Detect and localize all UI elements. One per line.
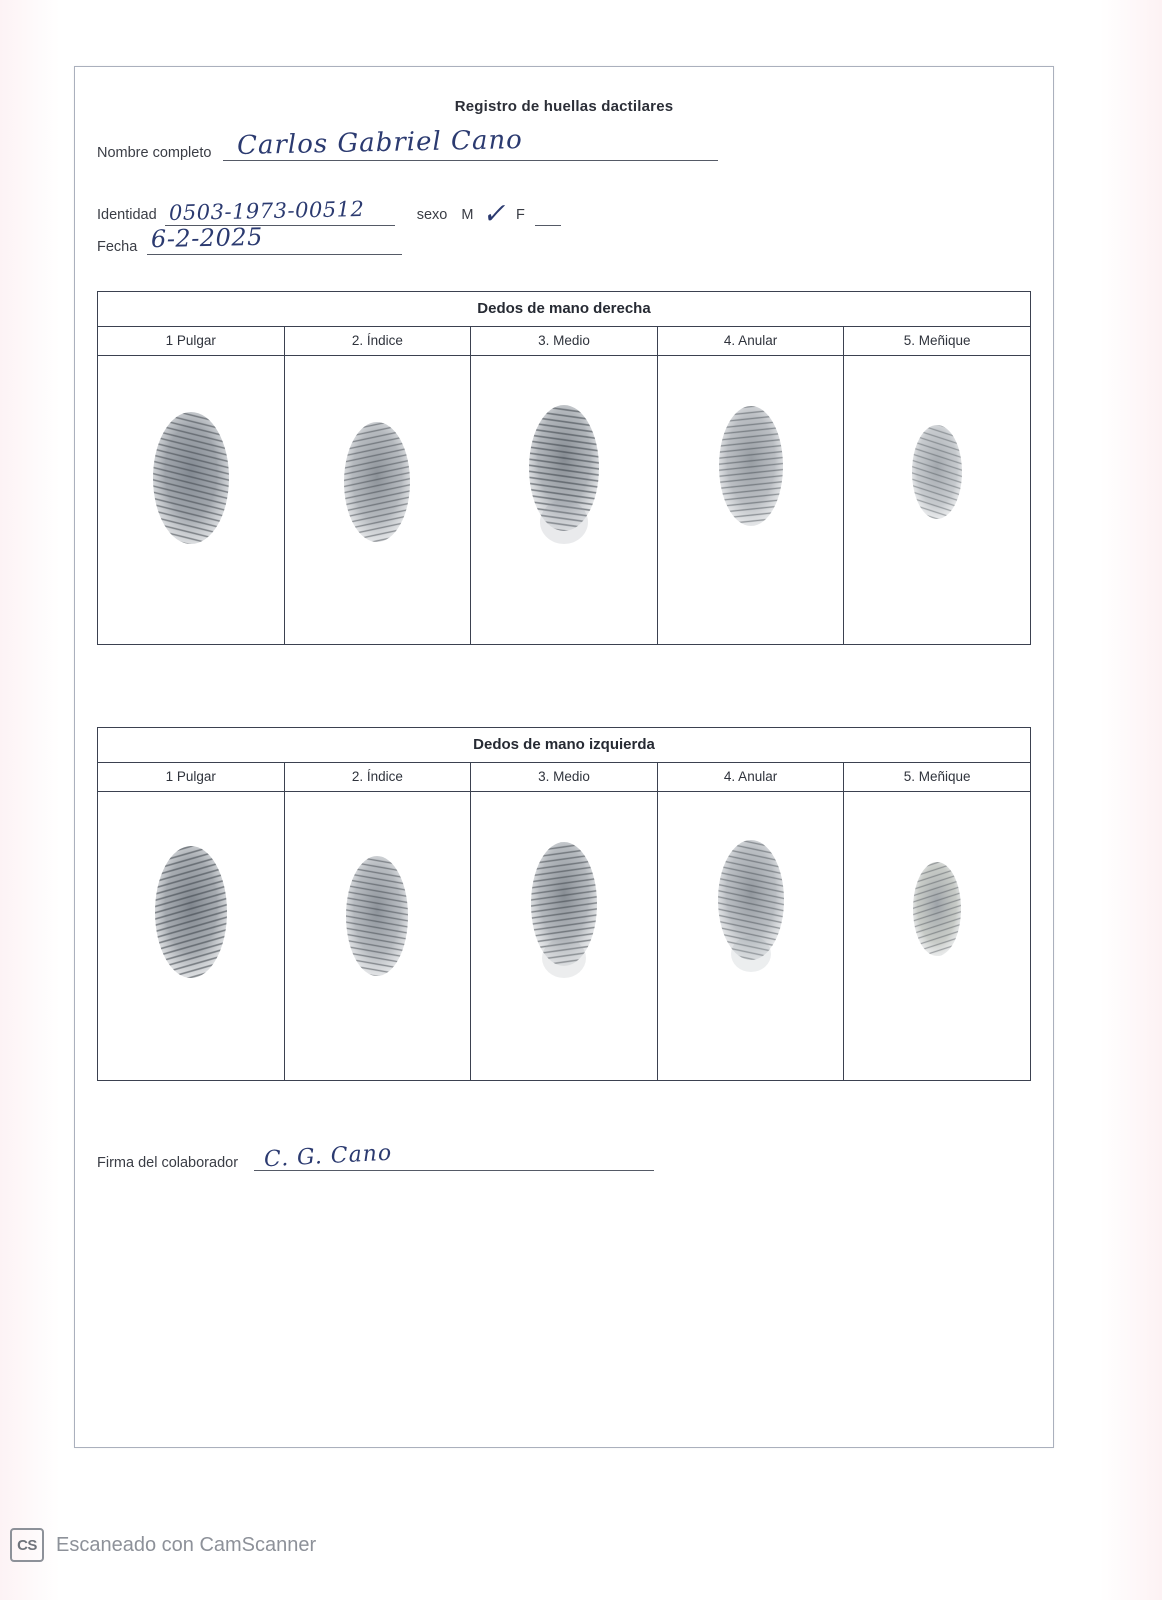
right-finger-label-3: 3. Medio <box>471 327 658 355</box>
field-date <box>97 222 402 255</box>
right-finger-label-4: 4. Anular <box>658 327 845 355</box>
left-finger-label-1: 1 Pulgar <box>98 763 285 791</box>
left-hand-print-cells <box>98 792 1030 1080</box>
page-title: Registro de huellas dactilares <box>454 98 674 115</box>
left-hand-table <box>97 727 1031 1081</box>
left-finger-label-2: 2. Índice <box>285 763 472 791</box>
field-sex-male-option: M <box>461 207 474 223</box>
right-print-cell-3 <box>471 356 658 644</box>
field-name-value: Carlos Gabriel Cano <box>237 125 524 161</box>
left-print-cell-4 <box>658 792 845 1080</box>
field-name <box>97 125 718 161</box>
left-finger-label-5: 5. Meñique <box>903 769 971 784</box>
left-hand-heading: Dedos de mano izquierda <box>98 728 1030 763</box>
left-finger-label-4: 4. Anular <box>658 763 845 791</box>
right-finger-label-5: 5. Meñique <box>903 333 971 348</box>
field-identity-label: Identidad <box>97 207 157 223</box>
left-print-cell-3 <box>471 792 658 1080</box>
signature-label: Firma del colaborador <box>97 1155 239 1171</box>
field-sex-label: sexo <box>416 207 448 223</box>
right-hand-table <box>97 291 1031 645</box>
right-hand-print-cells <box>98 356 1030 644</box>
field-identity <box>97 193 561 231</box>
right-print-cell-4 <box>658 356 845 644</box>
camscanner-footer-text: Escaneado con CamScanner <box>56 1533 317 1556</box>
field-sex-male-mark: ✓ <box>481 196 507 231</box>
field-sex-female-option: F <box>516 207 525 223</box>
right-print-cell-1 <box>98 356 285 644</box>
right-finger-label-2: 2. Índice <box>285 327 472 355</box>
field-name-label: Nombre completo <box>97 145 212 161</box>
field-date-value: 6-2-2025 <box>151 222 264 254</box>
right-print-cell-5 <box>844 356 1030 644</box>
left-print-cell-2 <box>285 792 472 1080</box>
signature-value: C. G. Cano <box>263 1140 393 1173</box>
camscanner-logo-icon: CS <box>10 1528 44 1562</box>
camscanner-footer <box>10 1528 316 1562</box>
right-finger-label-1: 1 Pulgar <box>98 327 285 355</box>
left-print-cell-5 <box>844 792 1030 1080</box>
signature-row <box>97 1140 654 1173</box>
left-print-cell-1 <box>98 792 285 1080</box>
left-finger-label-3: 3. Medio <box>471 763 658 791</box>
field-identity-value: 0503-1973-00512 <box>168 196 365 226</box>
field-sex-female-rule <box>535 211 561 226</box>
right-hand-heading: Dedos de mano derecha <box>98 292 1030 327</box>
left-hand-column-headers <box>98 763 1030 792</box>
scanned-form-sheet <box>74 66 1054 1448</box>
right-hand-column-headers <box>98 327 1030 356</box>
right-print-cell-2 <box>285 356 472 644</box>
field-date-label: Fecha <box>97 239 138 255</box>
